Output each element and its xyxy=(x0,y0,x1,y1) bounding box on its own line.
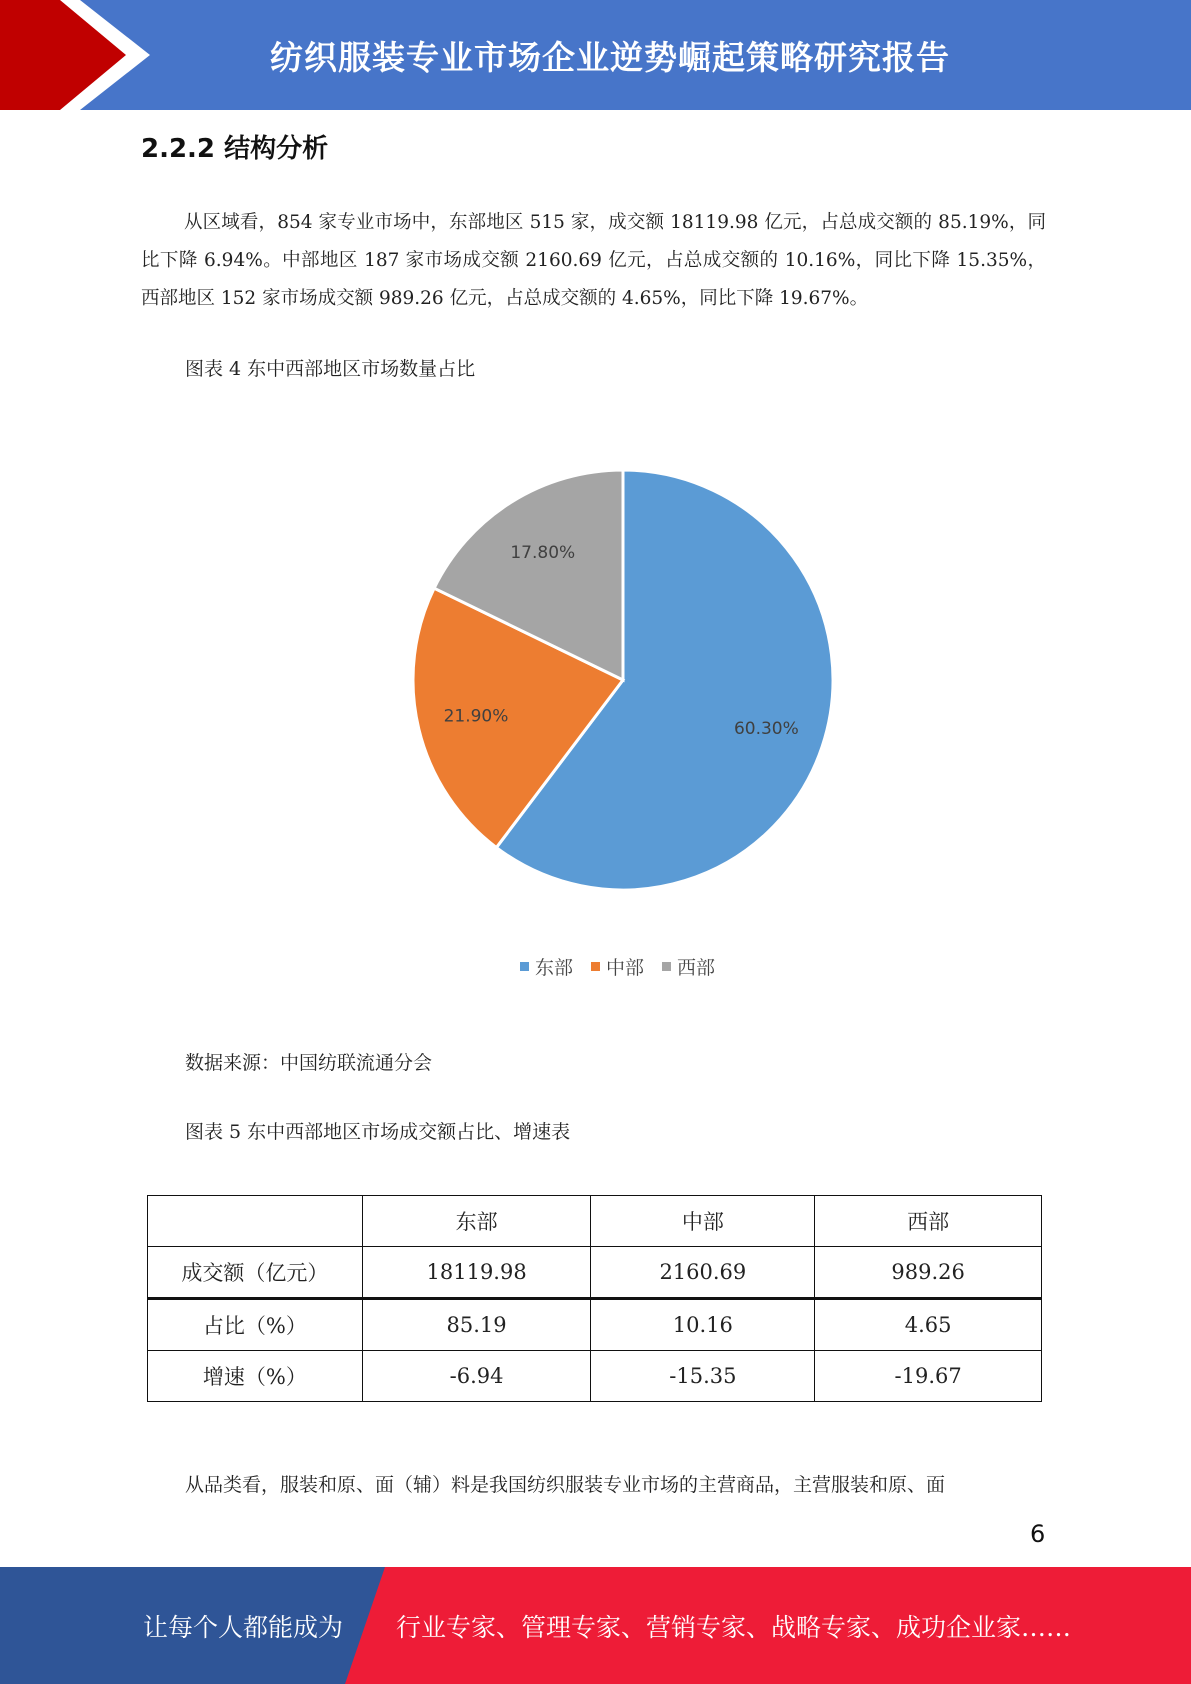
legend-item-west xyxy=(662,953,715,980)
region-data-table xyxy=(147,1195,1042,1402)
pie-label-central: 21.90% xyxy=(443,706,509,727)
figure-4-caption: 图表 4 东中西部地区市场数量占比 xyxy=(185,358,476,380)
body-paragraph: 从区域看，854 家专业市场中，东部地区 515 家，成交额 18119.98 亿元，占总成交额的 85.19%，同比下降 6.94%。中部地区 187 家市场成交额 2160.69 亿元，占总成交额的 10.16%，同比下降 15.35%，西部地区 152 家市场成交额 989.26 亿元，占总成交额的 4.65%，同比下降 19.67%。 xyxy=(141,212,1046,309)
closing-paragraph: 从品类看，服装和原、面（辅）料是我国纺织服装专业市场的主营商品，主营服装和原、面 xyxy=(185,1474,946,1496)
table-row xyxy=(148,1299,1042,1351)
legend-swatch-west xyxy=(662,962,671,971)
page-footer xyxy=(0,1567,1191,1684)
pie-chart xyxy=(380,440,840,900)
table-cell: -15.35 xyxy=(591,1351,815,1402)
table-cell: 2160.69 xyxy=(591,1247,815,1299)
header-arrow-decoration xyxy=(0,0,170,110)
table-cell: 10.16 xyxy=(591,1299,815,1351)
section-title: 2.2.2 结构分析 xyxy=(141,134,329,164)
table-row-label: 成交额（亿元） xyxy=(148,1247,363,1299)
table-cell: 85.19 xyxy=(362,1299,591,1351)
chart-legend xyxy=(520,953,715,980)
pie-label-west: 17.80% xyxy=(510,542,576,563)
table-header-cell: 西部 xyxy=(815,1196,1042,1247)
data-source: 数据来源：中国纺联流通分会 xyxy=(185,1052,433,1074)
legend-label-west: 西部 xyxy=(677,957,716,979)
table-cell: 18119.98 xyxy=(362,1247,591,1299)
legend-label-central: 中部 xyxy=(606,957,645,979)
table-row xyxy=(148,1351,1042,1402)
header-title: 纺织服装专业市场企业逆势崛起策略研究报告 xyxy=(270,37,950,77)
table-row-label: 增速（%） xyxy=(148,1351,363,1402)
table-header-cell: 中部 xyxy=(591,1196,815,1247)
table-row xyxy=(148,1247,1042,1299)
legend-item-central xyxy=(591,953,644,980)
legend-swatch-central xyxy=(591,962,600,971)
table-header-cell: 东部 xyxy=(362,1196,591,1247)
page-header xyxy=(0,0,1191,110)
pie-label-east: 60.30% xyxy=(733,719,799,740)
legend-item-east xyxy=(520,953,573,980)
table-cell: -6.94 xyxy=(362,1351,591,1402)
table-cell: 4.65 xyxy=(815,1299,1042,1351)
footer-slogan-right: 行业专家、管理专家、营销专家、战略专家、成功企业家…… xyxy=(396,1612,1072,1642)
table-row-label: 占比（%） xyxy=(148,1299,363,1351)
legend-swatch-east xyxy=(520,962,529,971)
table-cell: 989.26 xyxy=(815,1247,1042,1299)
page-number: 6 xyxy=(1030,1520,1046,1548)
table-header-cell xyxy=(148,1196,363,1247)
table-header-row xyxy=(148,1196,1042,1247)
legend-label-east: 东部 xyxy=(535,957,574,979)
table-cell: -19.67 xyxy=(815,1351,1042,1402)
figure-5-caption: 图表 5 东中西部地区市场成交额占比、增速表 xyxy=(185,1121,571,1143)
footer-slogan-left: 让每个人都能成为 xyxy=(143,1612,344,1642)
